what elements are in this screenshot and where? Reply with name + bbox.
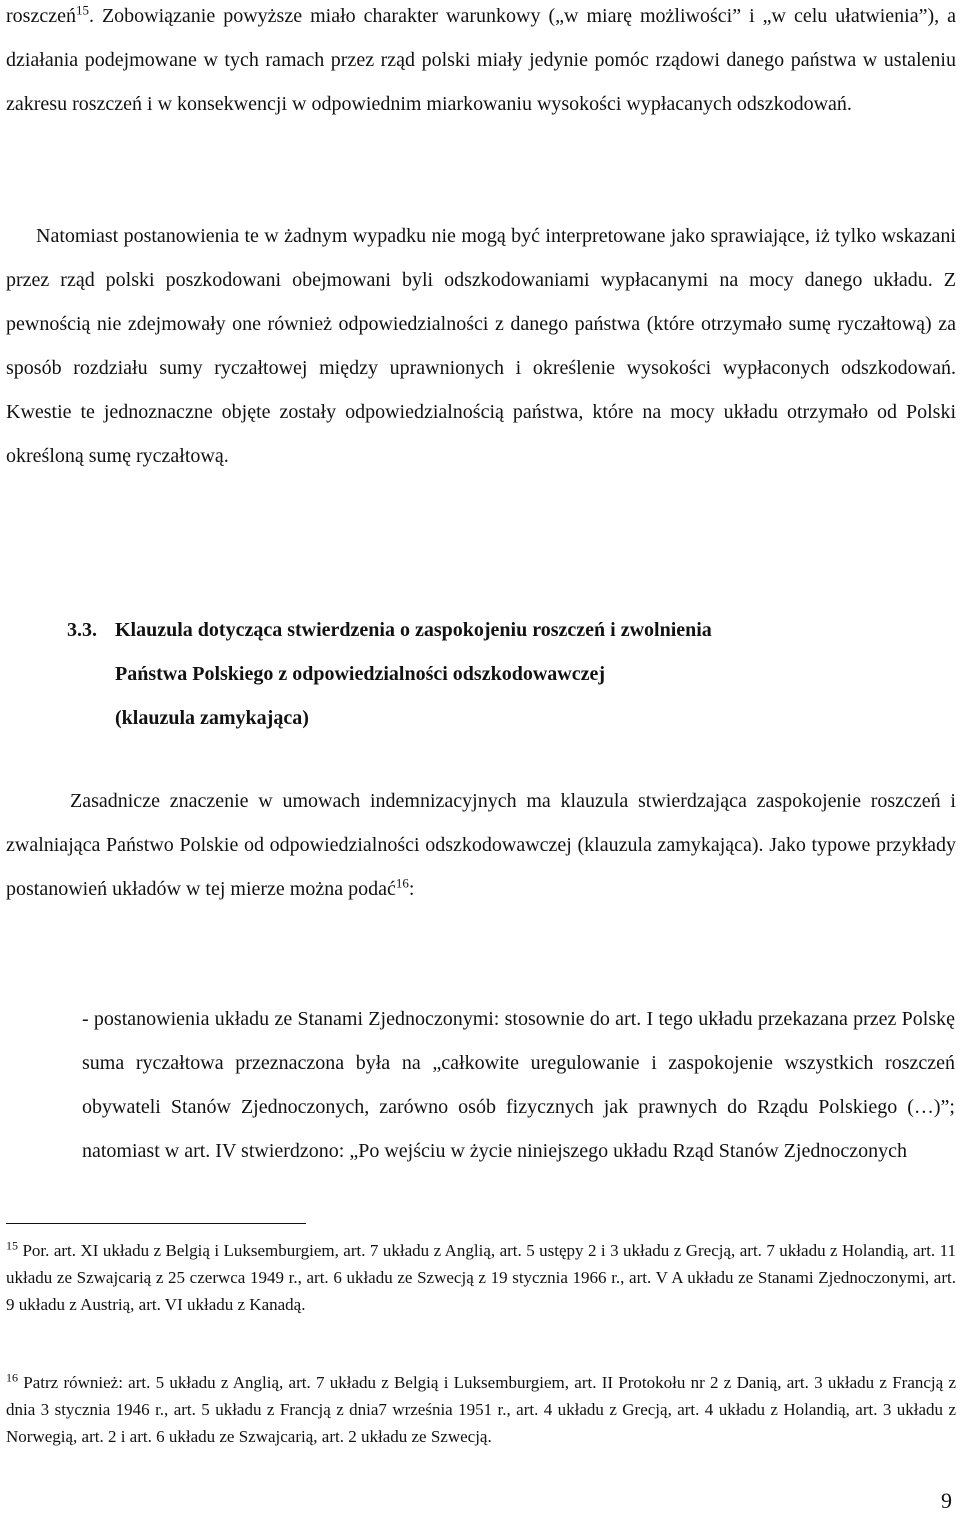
paragraph-end: : (408, 878, 415, 900)
footnote-text: Por. art. XI układu z Belgią i Luksemburgiem, art. 7 układu z Anglią, art. 5 ustępy 2 i 3 układu z Grecją, art. 7 układu z Holandią, art. 11 układu ze Szwajcarią z 25 czerwca 1949 r., art. 6 układu ze Szwecją z 19 stycznia 1966 r., art. V A układu ze Stanami Zjednoczonymi, art. 9 układu z Austrią, art. VI układu z Kanadą. (6, 1241, 956, 1314)
section-title-line-2: Państwa Polskiego z odpowiedzialności odszkodowawczej (115, 663, 605, 685)
footnote-15 (6, 1237, 956, 1318)
footnote-divider (6, 1223, 306, 1224)
footnote-16 (6, 1369, 956, 1450)
footnote-number: 15 (6, 1238, 18, 1253)
section-title-line-3: (klauzula zamykająca) (115, 707, 309, 729)
section-heading (67, 608, 937, 740)
footnote-text: Patrz również: art. 5 układu z Anglią, art. 7 układu z Belgią i Luksemburgiem, art. II Protokołu nr 2 z Danią, art. 3 układu z Francją z dnia 3 stycznia 1946 r., art. 5 układu z Francją z dnia7 września 1951 r., art. 4 układu z Grecją, art. 4 układu z Holandią, art. 3 układu z Norwegią, art. 2 i art. 6 układu ze Szwajcarią, art. 2 układu ze Szwecją. (6, 1373, 956, 1446)
paragraph-start: roszczeń (6, 5, 76, 27)
footnote-ref-15: 15 (75, 2, 89, 18)
footnote-ref-16: 16 (395, 875, 409, 891)
footnote-number: 16 (6, 1370, 18, 1385)
paragraph-zasadnicze (6, 779, 956, 911)
paragraph-continuation (6, 0, 956, 126)
paragraph-text: Zasadnicze znaczenie w umowach indemnizacyjnych ma klauzula stwierdzająca zaspokojenie roszczeń i zwalniająca Państwo Polskie od odpowiedzialności odszkodowawczej (klauzula zamykająca). Jako typowe przykłady postanowień układów w tej mierze można podać (6, 790, 956, 900)
paragraph-text: . Zobowiązanie powyższe miało charakter warunkowy („w miarę możliwości” i „w celu ułatwienia”), a działania podejmowane w tych ramach przez rząd polski miały jedynie pomóc rządowi danego państwa w ustaleniu zakresu roszczeń i w konsekwencji w odpowiednim miarkowaniu wysokości wypłacanych odszkodowań. (6, 5, 956, 115)
paragraph-natomiast: Natomiast postanowienia te w żadnym wypadku nie mogą być interpretowane jako sprawiające, iż tylko wskazani przez rząd polski poszkodowani obejmowani byli odszkodowaniami wypłacanymi na mocy danego układu. Z pewnością nie zdejmowały one również odpowiedzialności z danego państwa (które otrzymało sumę ryczałtową) za sposób rozdziału sumy ryczałtowej między uprawnionych i określenie wysokości wypłaconych odszkodowań. Kwestie te jednoznaczne objęte zostały odpowiedzialnością państwa, które na mocy układu otrzymało od Polski określoną sumę ryczałtową. (6, 225, 956, 467)
section-title-line-1: Klauzula dotycząca stwierdzenia o zaspokojeniu roszczeń i zwolnienia (115, 619, 712, 641)
page-number: 9 (941, 1488, 952, 1513)
section-number: 3.3. (67, 619, 97, 641)
list-item: - postanowienia układu ze Stanami Zjednoczonymi: stosownie do art. I tego układu przekazana przez Polskę suma ryczałtowa przeznaczona była na „całkowite uregulowanie i zaspokojenie wszystkich roszczeń obywateli Stanów Zjednoczonych, zarówno osób fizycznych jak prawnych do Rządu Polskiego (…)”; natomiast w art. IV stwierdzono: „Po wejściu w życie niniejszego układu Rząd Stanów Zjednoczonych (82, 1008, 955, 1162)
